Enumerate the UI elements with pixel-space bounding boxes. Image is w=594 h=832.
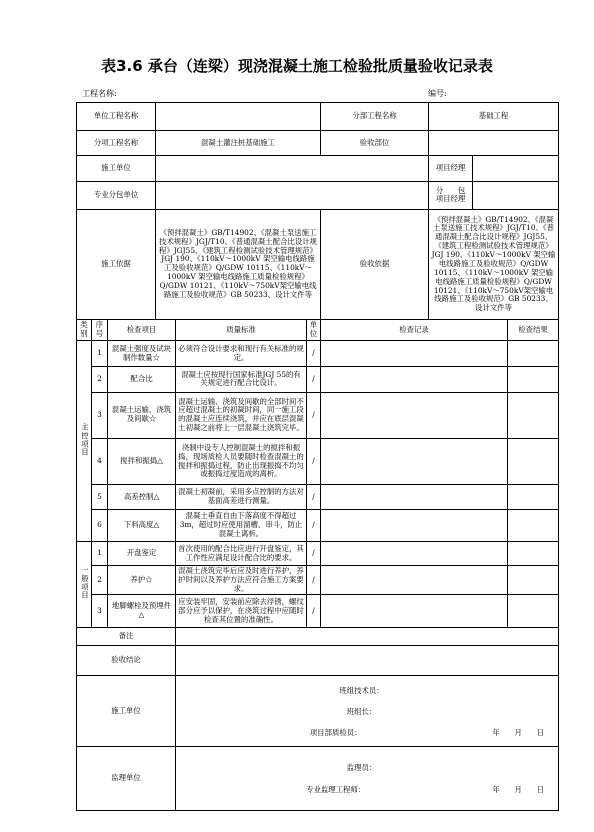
engineer-sign-line bbox=[179, 779, 544, 801]
construction-unit-label: 施工单位 bbox=[77, 156, 156, 182]
acceptance-part-label: 验收部位 bbox=[321, 130, 429, 156]
table-row bbox=[77, 541, 559, 566]
row-standard: 应安装牢固，安装前应除去浮锈，螺纹部分应予以保护，在浇筑过程中应随时检查其位置的准确性。 bbox=[176, 595, 307, 628]
row-seq: 3 bbox=[92, 392, 108, 438]
construction-sign-block[interactable] bbox=[176, 676, 559, 747]
unit-project-label: 单位工程名称 bbox=[77, 103, 156, 131]
construction-sign-date: 年 月 日 bbox=[492, 727, 545, 737]
table-row bbox=[77, 392, 559, 438]
row-item: 下料高度△ bbox=[108, 509, 176, 541]
row-unit: / bbox=[307, 367, 321, 393]
row-item: 配合比 bbox=[108, 367, 176, 393]
sub-project-label: 分部工程名称 bbox=[321, 103, 429, 131]
row-record[interactable] bbox=[321, 595, 508, 628]
row-standard: 必须符合设计要求和现行有关标准的规定。 bbox=[176, 341, 307, 367]
row-result[interactable] bbox=[508, 392, 559, 438]
row-unit: / bbox=[307, 566, 321, 595]
row-record[interactable] bbox=[321, 392, 508, 438]
tech-lead-sign: 班组技术员： bbox=[339, 685, 384, 695]
col-seq: 序号 bbox=[92, 319, 108, 341]
acceptance-basis-label: 验收依据 bbox=[321, 209, 429, 319]
row-result[interactable] bbox=[508, 509, 559, 541]
row-record[interactable] bbox=[321, 509, 508, 541]
row-unit: / bbox=[307, 392, 321, 438]
row-standard: 浇制中设专人控制混凝土的搅拌和振捣，现场质检人员要随时检查混凝土的搅拌和振捣过程，防止出现振捣不均匀或振捣过度造成的离析。 bbox=[176, 438, 307, 484]
supervision-sign-block[interactable] bbox=[176, 747, 559, 811]
sub-manager-label-line-2: 项目经理 bbox=[435, 194, 466, 204]
construction-basis-label: 施工依据 bbox=[77, 209, 156, 319]
subitem-project-value[interactable]: 混凝土灌注桩基础施工 bbox=[156, 130, 321, 156]
row-standard: 混凝土初凝前，采用多点控制的方法对基面高差进行测量。 bbox=[176, 485, 307, 510]
construction-basis-value: 《预拌混凝土》GB/T14902、《混凝土泵送施工技术规程》JGJ/T10、《普通混凝土配合比设计规程》JGJ55、《建筑工程检测试验技术管理规范》JGJ 190、《110kV～1000kV 架空输电线路施工及验收规范》Q/GDW 10115、《110kV～1000kV 架空输电线路施工质量检验规程》Q/GDW 10121、《110kV～750kV架空输电线路施工及验收规范》GB 50233、设计文件等 bbox=[156, 209, 321, 319]
row-standard: 混凝土应按现行国家标准JGJ 55的有关规定进行配合比设计。 bbox=[176, 367, 307, 393]
row-item: 高差控制△ bbox=[108, 485, 176, 510]
row-unit: / bbox=[307, 541, 321, 566]
row-record[interactable] bbox=[321, 485, 508, 510]
table-row bbox=[77, 367, 559, 393]
acceptance-basis-value: 《预拌混凝土》GB/T14902、《混凝土泵送施工技术规程》JGJ/T10、《普通混凝土配合比设计规程》JGJ55、《建筑工程检测试验技术管理规范》JGJ 190、《110kV～1000kV 架空输电线路施工及验收规范》Q/GDW 10115、《110kV～1000kV 架空输电线路施工质量检验规程》Q/GDW 10121、《110kV～750kV架空输电线路施工及验收规范》GB 50233、设计文件等 bbox=[429, 209, 559, 319]
row-item: 养护☆ bbox=[108, 566, 176, 595]
row-record[interactable] bbox=[321, 438, 508, 484]
conclusion-value[interactable] bbox=[176, 646, 559, 676]
remarks-label: 备注 bbox=[77, 628, 176, 646]
team-lead-sign: 班组长： bbox=[346, 706, 377, 716]
unit-project-value[interactable] bbox=[156, 103, 321, 131]
row-unit: / bbox=[307, 595, 321, 628]
row-standard: 混凝土垂直自由下落高度不得超过3m，超过时应使用溜槽、串斗，防止混凝土离析。 bbox=[176, 509, 307, 541]
row-item: 混凝土运输、浇筑及间歇☆ bbox=[108, 392, 176, 438]
table-row bbox=[77, 341, 559, 367]
row-seq: 2 bbox=[92, 566, 108, 595]
inspection-record-table bbox=[76, 102, 559, 811]
row-result[interactable] bbox=[508, 367, 559, 393]
sub-manager-label bbox=[429, 182, 473, 210]
supervision-sign-date: 年 月 日 bbox=[492, 784, 545, 794]
row-item: 开盘鉴定 bbox=[108, 541, 176, 566]
col-category: 类别 bbox=[77, 319, 92, 341]
sub-manager-value[interactable] bbox=[473, 182, 559, 210]
row-record[interactable] bbox=[321, 541, 508, 566]
specialty-sub-label: 专业分包单位 bbox=[77, 182, 156, 210]
table-row bbox=[77, 438, 559, 484]
row-seq: 1 bbox=[92, 341, 108, 367]
row-record[interactable] bbox=[321, 341, 508, 367]
table-row bbox=[77, 595, 559, 628]
subitem-project-label: 分项工程名称 bbox=[77, 130, 156, 156]
col-unit: 单位 bbox=[307, 319, 321, 341]
row-unit: / bbox=[307, 485, 321, 510]
row-standard: 混凝土浇筑完毕后应及时进行养护，养护时间以及养护方法应符合施工方案要求。 bbox=[176, 566, 307, 595]
sub-project-value[interactable]: 基础工程 bbox=[429, 103, 559, 131]
engineer-sign: 专业监理工程师： bbox=[306, 784, 366, 794]
general-items-label: 一般项目 bbox=[77, 541, 92, 627]
construction-unit-value[interactable] bbox=[156, 156, 429, 182]
row-seq: 5 bbox=[92, 485, 108, 510]
qc-sign: 项目部质检员： bbox=[309, 727, 362, 737]
row-result[interactable] bbox=[508, 566, 559, 595]
serial-label: 编号: bbox=[428, 89, 447, 98]
row-unit: / bbox=[307, 509, 321, 541]
construction-sign-label: 施工单位 bbox=[77, 676, 176, 747]
row-record[interactable] bbox=[321, 367, 508, 393]
table-row bbox=[77, 509, 559, 541]
row-item: 地脚螺栓及预埋件△ bbox=[108, 595, 176, 628]
sub-manager-label-line-1: 分 包 bbox=[435, 185, 466, 195]
row-standard: 混凝土运输、浇筑及间歇的全部时间不应超过混凝土的初凝时间，同一施工段的混凝土应连续浇筑，并应在底层混凝土初凝之前将上一层混凝土浇筑完毕。 bbox=[176, 392, 307, 438]
row-unit: / bbox=[307, 438, 321, 484]
page-title: 表3.6 承台（连梁）现浇混凝土施工检验批质量验收记录表 bbox=[101, 57, 493, 75]
row-result[interactable] bbox=[508, 341, 559, 367]
acceptance-part-value[interactable] bbox=[429, 130, 559, 156]
row-record[interactable] bbox=[321, 566, 508, 595]
supervisor-sign: 监理员： bbox=[346, 762, 377, 772]
row-item: 搅拌和振捣△ bbox=[108, 438, 176, 484]
row-result[interactable] bbox=[508, 485, 559, 510]
specialty-sub-value[interactable] bbox=[156, 182, 429, 210]
row-seq: 6 bbox=[92, 509, 108, 541]
project-manager-value[interactable] bbox=[473, 156, 559, 182]
row-seq: 3 bbox=[92, 595, 108, 628]
row-seq: 2 bbox=[92, 367, 108, 393]
row-standard: 首次使用的配合比应进行开盘鉴定，其工作性应满足设计配合比的要求。 bbox=[176, 541, 307, 566]
row-result[interactable] bbox=[508, 541, 559, 566]
conclusion-label: 验收结论 bbox=[77, 646, 176, 676]
col-record: 检查记录 bbox=[321, 319, 508, 341]
qc-sign-line bbox=[179, 722, 544, 743]
row-result[interactable] bbox=[508, 595, 559, 628]
col-standard: 质量标准 bbox=[176, 319, 307, 341]
row-unit: / bbox=[307, 341, 321, 367]
supervision-sign-label: 监理单位 bbox=[77, 747, 176, 811]
project-manager-label: 项目经理 bbox=[429, 156, 473, 182]
row-seq: 4 bbox=[92, 438, 108, 484]
row-result[interactable] bbox=[508, 438, 559, 484]
main-items-label: 主控项目 bbox=[77, 341, 92, 541]
row-seq: 1 bbox=[92, 541, 108, 566]
table-row bbox=[77, 566, 559, 595]
table-row bbox=[77, 485, 559, 510]
project-name-label: 工程名称: bbox=[82, 89, 117, 98]
col-item: 检查项目 bbox=[108, 319, 176, 341]
remarks-value[interactable] bbox=[176, 628, 559, 646]
row-item: 混凝土强度及试块制作数量☆ bbox=[108, 341, 176, 367]
col-result: 检查结果 bbox=[508, 319, 559, 341]
